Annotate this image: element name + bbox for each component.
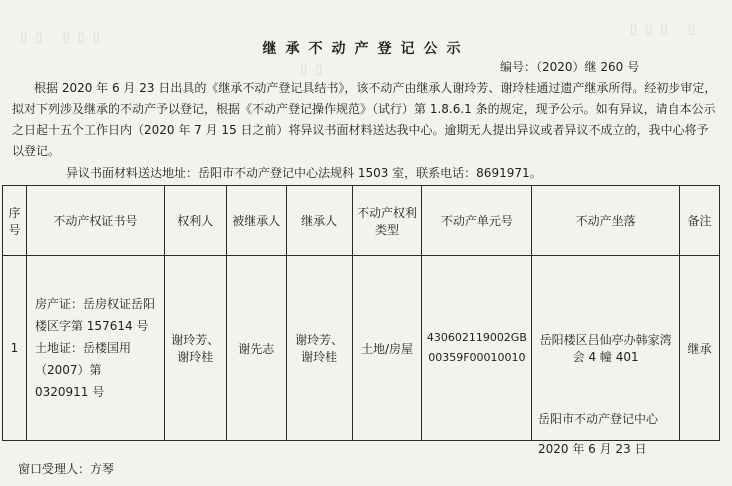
- col-header-right-type: 不动产权利类型: [352, 186, 422, 256]
- col-header-cert: 不动产权证书号: [26, 186, 164, 256]
- window-clerk: 窗口受理人：方琴: [18, 462, 115, 476]
- table-header-row: [3, 186, 720, 256]
- cell-heir: 谢玲芳、谢玲桂: [286, 256, 352, 441]
- col-header-owner: 权利人: [164, 186, 226, 256]
- show-through-marks: ▯▯: [300, 62, 331, 77]
- cell-note: 继承: [680, 256, 720, 441]
- property-table: [2, 185, 720, 441]
- col-header-unit-no: 不动产单元号: [422, 186, 532, 256]
- cell-cert: 房产证：岳房权证岳阳楼区字第 157614 号 土地证：岳楼国用（2007）第 0320911 号: [26, 256, 164, 441]
- cell-decedent: 谢先志: [226, 256, 286, 441]
- cell-location: 岳阳楼区吕仙亭办韩家湾会 4 幢 401: [532, 256, 680, 441]
- issue-date: 2020 年 6 月 23 日: [538, 442, 647, 456]
- show-through-marks: ▯▯ ▯▯▯: [20, 30, 108, 45]
- col-header-no: 序号: [3, 186, 27, 256]
- objection-address: 异议书面材料送达地址：岳阳市不动产登记中心法规科 1503 室，联系电话：8691971。: [66, 166, 542, 180]
- col-header-decedent: 被继承人: [226, 186, 286, 256]
- col-header-note: 备注: [680, 186, 720, 256]
- show-through-marks: ▯▯▯ ▯: [630, 22, 703, 37]
- cell-owner: 谢玲芳、谢玲桂: [164, 256, 226, 441]
- cell-no: 1: [3, 256, 27, 441]
- serial-number: 编号：（2020）继 260 号: [500, 60, 640, 74]
- page-title: 继承不动产登记公示: [262, 41, 470, 57]
- col-header-heir: 继承人: [286, 186, 352, 256]
- col-header-location: 不动产坐落: [532, 186, 680, 256]
- cell-right-type: 土地/房屋: [352, 256, 422, 441]
- cell-unit-no: 430602119002GB00359F00010010: [422, 256, 532, 441]
- issuing-organization: 岳阳市不动产登记中心: [538, 412, 659, 426]
- notice-body: 根据 2020 年 6 月 23 日出具的《继承不动产登记具结书》，该不动产由继承人谢玲芳、谢玲桂通过遗产继承所得。经初步审定， 拟对下列涉及继承的不动产予以登记，根据《不动产登记操作规范》（试行）第 1.8.6.1 条的规定，现予公示。如有异议，请自本公示之日起十五个工作日内（2020 年 7 月 15 日之前）将异议书面材料送达我中心。逾期无人提出异议或者异议不成立的，我中心将予以登记。: [12, 81, 717, 158]
